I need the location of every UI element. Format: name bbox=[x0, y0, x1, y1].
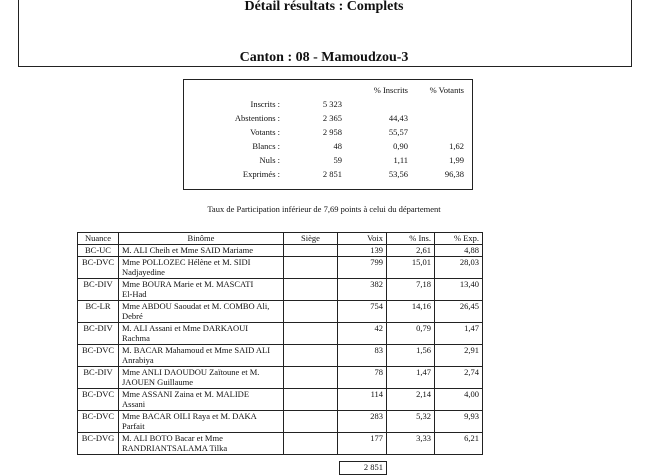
siege-cell bbox=[284, 367, 338, 389]
nuance-cell: BC-LR bbox=[78, 301, 119, 323]
summary-label: Blancs : bbox=[252, 141, 280, 151]
summary-box bbox=[183, 79, 473, 190]
binome-line-1: Mme BOURA Marie et M. MASCATI bbox=[122, 279, 254, 289]
binome-line-2: Anrabiya bbox=[122, 355, 154, 365]
table-row bbox=[78, 323, 483, 345]
summary-row bbox=[184, 125, 464, 139]
voix-cell: 283 bbox=[338, 411, 387, 433]
nuance-cell: BC-DIV bbox=[78, 279, 119, 301]
summary-label: Abstentions : bbox=[234, 113, 280, 123]
table-row bbox=[78, 345, 483, 367]
binome-line-1: M. ALI BOTO Bacar et Mme bbox=[122, 433, 223, 443]
pct-exp-cell: 26,45 bbox=[435, 301, 483, 323]
summary-value: 5 323 bbox=[322, 99, 342, 109]
table-row bbox=[78, 433, 483, 455]
binome-line-2: El-Had bbox=[122, 289, 147, 299]
nuance-cell: BC-DIV bbox=[78, 323, 119, 345]
results-table bbox=[77, 232, 483, 455]
summary-pct-inscrits: 53,56 bbox=[388, 169, 408, 179]
nuance-cell: BC-DVC bbox=[78, 389, 119, 411]
siege-cell bbox=[284, 301, 338, 323]
binome-line-2: Debré bbox=[122, 311, 143, 321]
nuance-cell: BC-DVC bbox=[78, 345, 119, 367]
pct-ins-cell: 1,56 bbox=[387, 345, 435, 367]
binome-cell bbox=[119, 367, 284, 389]
binome-cell bbox=[119, 245, 284, 257]
pct-ins-cell: 2,61 bbox=[387, 245, 435, 257]
siege-cell bbox=[284, 345, 338, 367]
nuance-cell: BC-UC bbox=[78, 245, 119, 257]
pct-ins-cell: 3,33 bbox=[387, 433, 435, 455]
voix-cell: 754 bbox=[338, 301, 387, 323]
pct-exp-cell: 9,93 bbox=[435, 411, 483, 433]
binome-line-1: Mme BACAR OILI Raya et M. DAKA bbox=[122, 411, 257, 421]
siege-cell bbox=[284, 433, 338, 455]
siege-cell bbox=[284, 411, 338, 433]
summary-pct-votants bbox=[408, 97, 464, 111]
pct-exp-cell: 13,40 bbox=[435, 279, 483, 301]
summary-value: 2 851 bbox=[322, 169, 342, 179]
voix-cell: 42 bbox=[338, 323, 387, 345]
summary-pct-votants bbox=[408, 125, 464, 139]
binome-line-1: M. ALI Cheih et Mme SAID Mariame bbox=[122, 245, 254, 255]
pct-ins-cell: 2,14 bbox=[387, 389, 435, 411]
binome-line-1: Mme ANLI DAOUDOU Zaïtoune et M. bbox=[122, 367, 260, 377]
binome-line-1: M. BACAR Mahamoud et Mme SAID ALI bbox=[122, 345, 271, 355]
voix-cell: 799 bbox=[338, 257, 387, 279]
voix-cell: 78 bbox=[338, 367, 387, 389]
binome-cell bbox=[119, 411, 284, 433]
pct-ins-cell: 7,18 bbox=[387, 279, 435, 301]
pct-ins-cell: 14,16 bbox=[387, 301, 435, 323]
summary-row bbox=[184, 139, 464, 153]
pct-exp-cell: 4,00 bbox=[435, 389, 483, 411]
siege-cell bbox=[284, 245, 338, 257]
pct-exp-cell: 1,47 bbox=[435, 323, 483, 345]
results-header-row bbox=[78, 233, 483, 245]
summary-table bbox=[184, 83, 464, 181]
binome-line-2: Assani bbox=[122, 399, 146, 409]
col-pct-inscrits: % Inscrits bbox=[373, 85, 408, 95]
summary-row bbox=[184, 97, 464, 111]
binome-cell bbox=[119, 433, 284, 455]
summary-pct-inscrits: 44,43 bbox=[388, 113, 408, 123]
summary-value: 2 365 bbox=[322, 113, 342, 123]
binome-line-2: Parfait bbox=[122, 421, 145, 431]
header-pct-ins: % Ins. bbox=[387, 233, 435, 245]
summary-pct-inscrits bbox=[342, 97, 408, 111]
header-siege: Siège bbox=[284, 233, 338, 245]
header-nuance: Nuance bbox=[78, 233, 119, 245]
voix-cell: 114 bbox=[338, 389, 387, 411]
summary-value: 59 bbox=[333, 155, 342, 165]
binome-line-2: JAOUEN Guillaume bbox=[122, 377, 194, 387]
summary-row bbox=[184, 153, 464, 167]
nuance-cell: BC-DVC bbox=[78, 411, 119, 433]
binome-cell bbox=[119, 301, 284, 323]
pct-exp-cell: 2,74 bbox=[435, 367, 483, 389]
binome-line-2: RANDRIANTSALAMA Tilka bbox=[122, 443, 228, 453]
canton-title: Canton : 08 - Mamoudzou-3 bbox=[239, 50, 409, 65]
summary-row bbox=[184, 111, 464, 125]
page-title: Détail résultats : Complets bbox=[244, 0, 404, 14]
pct-ins-cell: 0,79 bbox=[387, 323, 435, 345]
participation-note: Taux de Participation inférieur de 7,69 points à celui du département bbox=[207, 204, 441, 214]
summary-pct-votants: 1,99 bbox=[449, 155, 464, 165]
summary-pct-inscrits: 0,90 bbox=[393, 141, 408, 151]
summary-pct-votants: 96,38 bbox=[444, 169, 464, 179]
binome-cell bbox=[119, 323, 284, 345]
header-binome: Binôme bbox=[119, 233, 284, 245]
header-voix: Voix bbox=[338, 233, 387, 245]
table-row bbox=[78, 389, 483, 411]
summary-label: Inscrits : bbox=[250, 99, 280, 109]
voix-cell: 83 bbox=[338, 345, 387, 367]
siege-cell bbox=[284, 279, 338, 301]
table-row bbox=[78, 257, 483, 279]
nuance-cell: BC-DVC bbox=[78, 257, 119, 279]
summary-label: Exprimés : bbox=[242, 169, 280, 179]
table-row bbox=[78, 301, 483, 323]
table-row bbox=[78, 245, 483, 257]
summary-header-row bbox=[184, 83, 464, 97]
voix-cell: 382 bbox=[338, 279, 387, 301]
voix-cell: 139 bbox=[338, 245, 387, 257]
pct-exp-cell: 2,91 bbox=[435, 345, 483, 367]
siege-cell bbox=[284, 389, 338, 411]
pct-ins-cell: 15,01 bbox=[387, 257, 435, 279]
summary-value: 48 bbox=[333, 141, 342, 151]
summary-value: 2 958 bbox=[322, 127, 342, 137]
summary-pct-votants bbox=[408, 111, 464, 125]
binome-line-1: Mme ABDOU Saoudat et M. COMBO Ali, bbox=[122, 301, 270, 311]
summary-label: Votants : bbox=[250, 127, 280, 137]
voix-cell: 177 bbox=[338, 433, 387, 455]
binome-cell bbox=[119, 257, 284, 279]
binome-line-1: Mme ASSANI Zaina et M. MALIDE bbox=[122, 389, 250, 399]
summary-pct-inscrits: 1,11 bbox=[393, 155, 408, 165]
nuance-cell: BC-DVG bbox=[78, 433, 119, 455]
nuance-cell: BC-DIV bbox=[78, 367, 119, 389]
summary-pct-inscrits: 55,57 bbox=[388, 127, 408, 137]
binome-cell bbox=[119, 279, 284, 301]
pct-exp-cell: 4,88 bbox=[435, 245, 483, 257]
table-row bbox=[78, 279, 483, 301]
binome-line-2: Nadjayedine bbox=[122, 267, 165, 277]
summary-row bbox=[184, 167, 464, 181]
table-row bbox=[78, 411, 483, 433]
pct-exp-cell: 28,03 bbox=[435, 257, 483, 279]
binome-cell bbox=[119, 389, 284, 411]
total-voix: 2 851 bbox=[339, 461, 387, 475]
pct-ins-cell: 5,32 bbox=[387, 411, 435, 433]
binome-cell bbox=[119, 345, 284, 367]
col-pct-votants: % Votants bbox=[429, 85, 464, 95]
siege-cell bbox=[284, 323, 338, 345]
table-row bbox=[78, 367, 483, 389]
binome-line-1: Mme POLLOZEC Hélène et M. SIDI bbox=[122, 257, 251, 267]
pct-ins-cell: 1,47 bbox=[387, 367, 435, 389]
binome-line-2: Rachma bbox=[122, 333, 150, 343]
summary-pct-votants: 1,62 bbox=[449, 141, 464, 151]
binome-line-1: M. ALI Assani et Mme DARKAOUI bbox=[122, 323, 249, 333]
header-pct-exp: % Exp. bbox=[435, 233, 483, 245]
summary-label: Nuls : bbox=[259, 155, 280, 165]
siege-cell bbox=[284, 257, 338, 279]
pct-exp-cell: 6,21 bbox=[435, 433, 483, 455]
